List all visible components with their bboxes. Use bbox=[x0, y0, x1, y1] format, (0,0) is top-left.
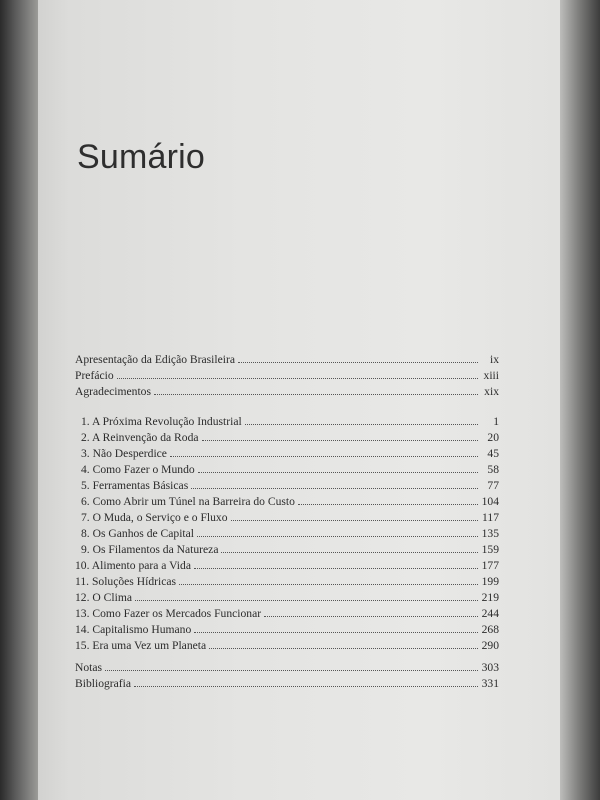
dot-leader bbox=[197, 525, 478, 537]
dot-leader bbox=[117, 367, 478, 379]
toc-entry-label: 9. Os Filamentos da Natureza bbox=[81, 543, 219, 556]
book-gutter-left bbox=[0, 0, 38, 800]
toc-entry-label: 13. Como Fazer os Mercados Funcionar bbox=[75, 607, 262, 620]
toc-entry bbox=[75, 541, 499, 557]
toc-entry-label: 7. O Muda, o Serviço e o Fluxo bbox=[81, 511, 228, 524]
dot-leader bbox=[298, 493, 478, 505]
toc-entry-label: 10. Alimento para a Vida bbox=[75, 559, 191, 572]
toc-entry-page: 104 bbox=[481, 495, 499, 508]
toc-entry bbox=[75, 621, 499, 637]
toc-front-matter bbox=[75, 351, 499, 399]
toc-entry-label: 12. O Clima bbox=[75, 591, 133, 604]
toc-entry bbox=[75, 461, 499, 477]
toc-entry-label: Apresentação da Edição Brasileira bbox=[75, 353, 235, 366]
toc-entry-page: 268 bbox=[481, 623, 499, 636]
toc-entry-page: xix bbox=[484, 385, 499, 398]
toc-entry-label: Prefácio bbox=[75, 369, 114, 382]
toc-entry bbox=[75, 589, 499, 605]
dot-leader bbox=[194, 621, 478, 633]
toc-entry-label: 3. Não Desperdice bbox=[81, 447, 167, 460]
book-edge-right bbox=[560, 0, 600, 800]
toc-entry-page: 219 bbox=[481, 591, 499, 604]
toc-back-matter bbox=[75, 659, 499, 691]
toc-entry-page: 135 bbox=[481, 527, 499, 540]
dot-leader bbox=[170, 445, 478, 457]
dot-leader bbox=[245, 413, 478, 425]
toc-entry-label: 1. A Próxima Revolução Industrial bbox=[81, 415, 242, 428]
toc-entry bbox=[75, 573, 499, 589]
dot-leader bbox=[264, 605, 478, 617]
toc-entry-page: 77 bbox=[487, 479, 499, 492]
toc-entry-page: 290 bbox=[481, 639, 499, 652]
toc-entry-label: Bibliografia bbox=[75, 677, 132, 690]
page-title: Sumário bbox=[77, 138, 206, 176]
toc-entry-page: 177 bbox=[481, 559, 499, 572]
toc-entry-label: 14. Capitalismo Humano bbox=[75, 623, 192, 636]
toc-entry bbox=[75, 367, 499, 383]
bleed-through-text bbox=[288, 136, 296, 170]
dot-leader bbox=[194, 557, 478, 569]
toc-entry-label: 8. Os Ganhos de Capital bbox=[81, 527, 195, 540]
dot-leader bbox=[154, 383, 478, 395]
toc-entry-page: 303 bbox=[481, 661, 499, 674]
dot-leader bbox=[209, 637, 478, 649]
toc-chapters bbox=[75, 413, 499, 653]
toc-entry-label: Notas bbox=[75, 661, 103, 674]
dot-leader bbox=[202, 429, 478, 441]
toc-entry-label: 6. Como Abrir um Túnel na Barreira do Custo bbox=[81, 495, 295, 508]
toc-entry bbox=[75, 351, 499, 367]
toc-entry bbox=[75, 383, 499, 399]
toc-entry-page: 117 bbox=[482, 511, 499, 524]
toc-entry bbox=[75, 413, 499, 429]
dot-leader bbox=[134, 675, 478, 687]
toc-entry-page: 20 bbox=[487, 431, 499, 444]
toc-entry-label: Agradecimentos bbox=[75, 385, 151, 398]
toc-entry bbox=[75, 429, 499, 445]
toc-entry-label: 11. Soluções Hídricas bbox=[75, 575, 176, 588]
toc-entry-page: 1 bbox=[493, 415, 499, 428]
toc-entry bbox=[75, 605, 499, 621]
toc-entry-label: 2. A Reinvenção da Roda bbox=[81, 431, 199, 444]
toc-entry-page: 331 bbox=[481, 677, 499, 690]
toc-entry-page: 159 bbox=[481, 543, 499, 556]
toc-entry bbox=[75, 637, 499, 653]
dot-leader bbox=[231, 509, 478, 521]
toc-entry-label: 15. Era uma Vez um Planeta bbox=[75, 639, 207, 652]
dot-leader bbox=[198, 461, 478, 473]
toc-entry bbox=[75, 493, 499, 509]
toc-entry-label: 5. Ferramentas Básicas bbox=[81, 479, 189, 492]
dot-leader bbox=[179, 573, 478, 585]
toc-entry bbox=[75, 445, 499, 461]
toc-entry-label: 4. Como Fazer o Mundo bbox=[81, 463, 195, 476]
toc-entry bbox=[75, 477, 499, 493]
toc-entry-page: 244 bbox=[481, 607, 499, 620]
toc-entry-page: 45 bbox=[487, 447, 499, 460]
toc-entry-page: 58 bbox=[487, 463, 499, 476]
toc-entry bbox=[75, 557, 499, 573]
dot-leader bbox=[191, 477, 478, 489]
toc-entry-page: ix bbox=[489, 353, 499, 366]
dot-leader bbox=[105, 659, 478, 671]
dot-leader bbox=[238, 351, 478, 363]
toc-entry bbox=[75, 525, 499, 541]
toc-entry bbox=[75, 509, 499, 525]
toc-entry bbox=[75, 659, 499, 675]
dot-leader bbox=[221, 541, 478, 553]
toc-entry bbox=[75, 675, 499, 691]
dot-leader bbox=[135, 589, 478, 601]
toc-entry-page: xiii bbox=[483, 369, 499, 382]
toc-entry-page: 199 bbox=[481, 575, 499, 588]
